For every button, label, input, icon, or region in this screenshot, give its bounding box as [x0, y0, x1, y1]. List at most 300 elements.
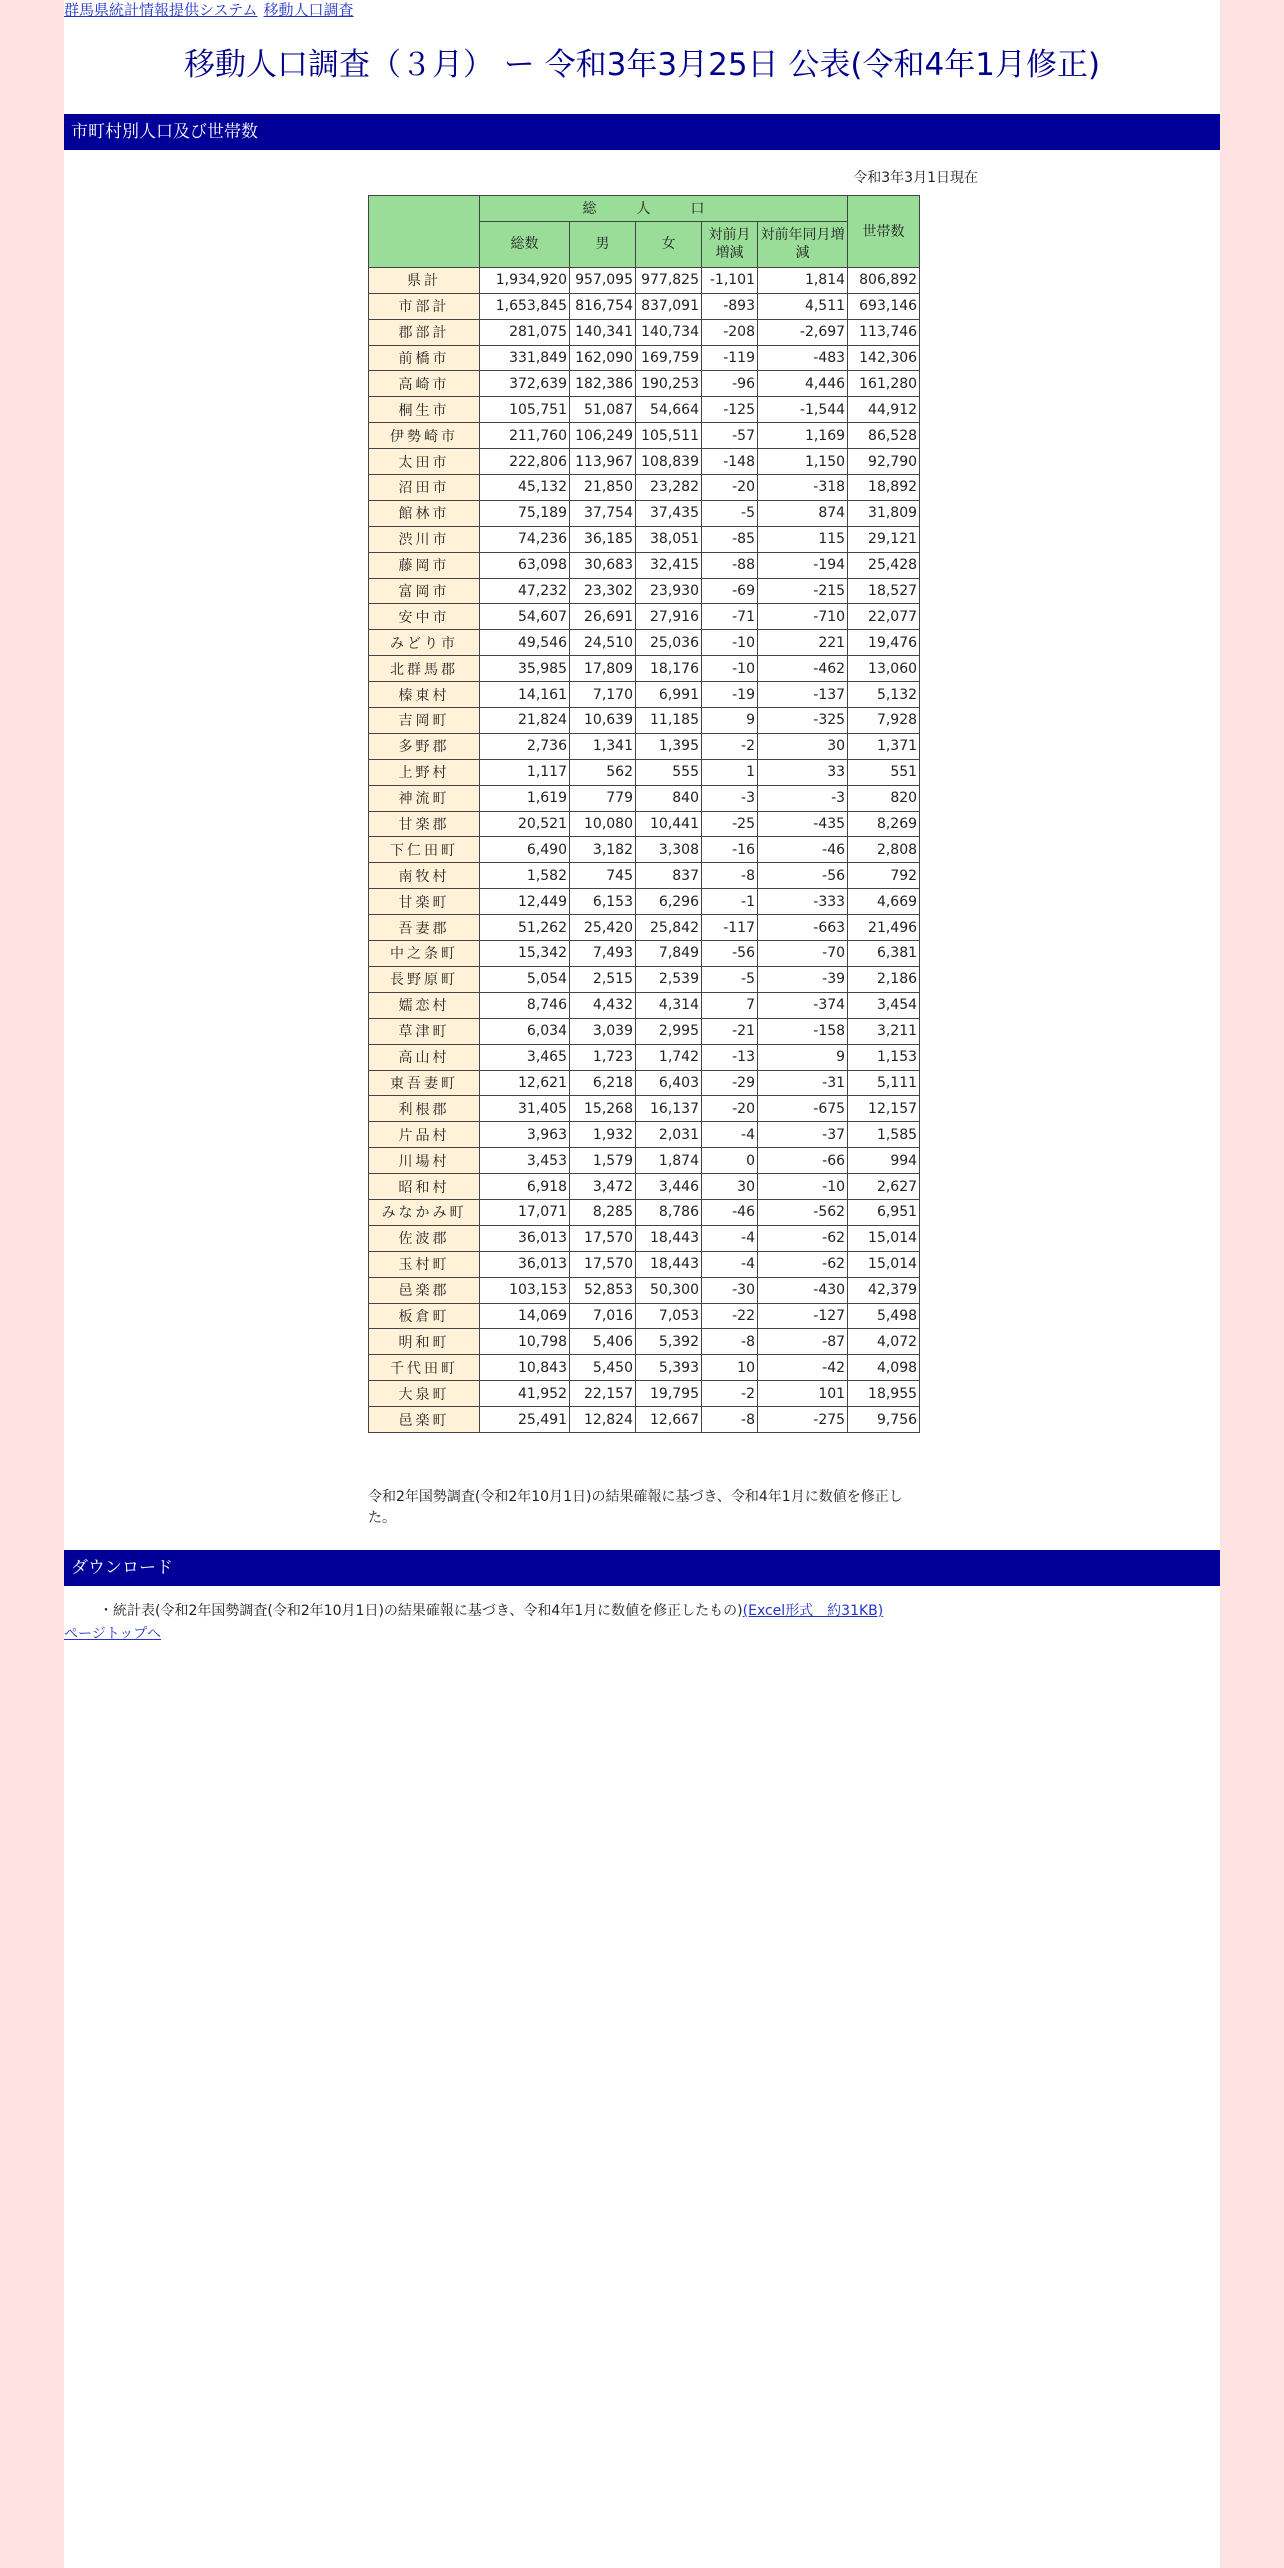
row-value: 18,892	[848, 475, 920, 501]
row-value: -96	[702, 371, 758, 397]
row-value: 21,850	[570, 475, 636, 501]
row-label: 川場村	[369, 1148, 480, 1174]
row-value: 7,053	[636, 1303, 702, 1329]
row-value: 11,185	[636, 708, 702, 734]
table-row	[369, 708, 920, 734]
row-value: 1,150	[758, 449, 848, 475]
row-value: 792	[848, 863, 920, 889]
row-label: 甘楽町	[369, 889, 480, 915]
row-value: 27,916	[636, 604, 702, 630]
header-male: 男	[570, 221, 636, 267]
row-value: 8,285	[570, 1199, 636, 1225]
row-value: 2,627	[848, 1174, 920, 1200]
row-value: 10,843	[480, 1355, 570, 1381]
row-value: 92,790	[848, 449, 920, 475]
row-value: 25,842	[636, 915, 702, 941]
row-value: 8,269	[848, 811, 920, 837]
row-value: 30	[758, 733, 848, 759]
row-value: 31,405	[480, 1096, 570, 1122]
row-value: 9	[702, 708, 758, 734]
breadcrumb-link-home[interactable]: 群馬県統計情報提供システム	[64, 1, 258, 19]
row-label: 市部計	[369, 293, 480, 319]
row-value: -1	[702, 889, 758, 915]
row-value: -20	[702, 475, 758, 501]
row-value: -125	[702, 397, 758, 423]
row-value: 5,054	[480, 966, 570, 992]
row-value: 17,809	[570, 656, 636, 682]
download-description: ・統計表(令和2年国勢調査(令和2年10月1日)の結果確報に基づき、令和4年1月に数値を修正したもの)	[99, 1603, 743, 1619]
row-value: -194	[758, 552, 848, 578]
row-value: -374	[758, 992, 848, 1018]
row-value: 29,121	[848, 526, 920, 552]
table-row	[369, 1148, 920, 1174]
row-value: 4,446	[758, 371, 848, 397]
row-value: 2,808	[848, 837, 920, 863]
table-row	[369, 1122, 920, 1148]
row-label: 高山村	[369, 1044, 480, 1070]
row-value: 16,137	[636, 1096, 702, 1122]
header-female: 女	[636, 221, 702, 267]
row-value: 837,091	[636, 293, 702, 319]
row-value: 14,161	[480, 682, 570, 708]
row-label: 南牧村	[369, 863, 480, 889]
table-row	[369, 630, 920, 656]
table-note: 令和2年国勢調査(令和2年10月1日)の結果確報に基づき、令和4年1月に数値を修正した。	[368, 1489, 903, 1526]
row-value: 837	[636, 863, 702, 889]
header-total: 総数	[480, 221, 570, 267]
row-value: 1,874	[636, 1148, 702, 1174]
row-value: 10	[702, 1355, 758, 1381]
row-value: 140,734	[636, 319, 702, 345]
row-value: -46	[758, 837, 848, 863]
row-label: 利根郡	[369, 1096, 480, 1122]
row-label: 邑楽郡	[369, 1277, 480, 1303]
row-value: 331,849	[480, 345, 570, 371]
row-value: 7,170	[570, 682, 636, 708]
row-label: 邑楽町	[369, 1407, 480, 1433]
table-row	[369, 1381, 920, 1407]
row-value: 372,639	[480, 371, 570, 397]
download-item	[99, 1601, 883, 1621]
row-label: みなかみ町	[369, 1199, 480, 1225]
row-value: -31	[758, 1070, 848, 1096]
row-value: 30	[702, 1174, 758, 1200]
table-row	[369, 1225, 920, 1251]
row-value: -66	[758, 1148, 848, 1174]
row-value: 54,664	[636, 397, 702, 423]
row-value: 52,853	[570, 1277, 636, 1303]
table-row	[369, 397, 920, 423]
row-value: 108,839	[636, 449, 702, 475]
row-value: 2,515	[570, 966, 636, 992]
table-row	[369, 759, 920, 785]
row-value: 3,453	[480, 1148, 570, 1174]
row-label: 吉岡町	[369, 708, 480, 734]
row-value: 1,169	[758, 423, 848, 449]
row-value: 957,095	[570, 267, 636, 293]
row-value: 51,087	[570, 397, 636, 423]
row-value: 37,435	[636, 500, 702, 526]
row-value: 140,341	[570, 319, 636, 345]
row-value: -5	[702, 966, 758, 992]
row-label: 桐生市	[369, 397, 480, 423]
page-title: 移動人口調査（３月） ー 令和3年3月25日 公表(令和4年1月修正)	[183, 47, 1101, 83]
row-value: 3,182	[570, 837, 636, 863]
row-value: 32,415	[636, 552, 702, 578]
row-value: 113,746	[848, 319, 920, 345]
row-value: 23,302	[570, 578, 636, 604]
table-row	[369, 656, 920, 682]
row-value: 1,934,920	[480, 267, 570, 293]
row-value: 6,991	[636, 682, 702, 708]
row-value: 3,472	[570, 1174, 636, 1200]
row-value: 106,249	[570, 423, 636, 449]
row-value: 23,930	[636, 578, 702, 604]
table-row	[369, 1174, 920, 1200]
row-value: 12,621	[480, 1070, 570, 1096]
row-label: 郡部計	[369, 319, 480, 345]
row-value: 38,051	[636, 526, 702, 552]
row-value: -710	[758, 604, 848, 630]
row-value: 840	[636, 785, 702, 811]
row-value: -333	[758, 889, 848, 915]
row-value: 779	[570, 785, 636, 811]
table-row	[369, 863, 920, 889]
row-value: 1,117	[480, 759, 570, 785]
table-row	[369, 1355, 920, 1381]
row-value: 2,186	[848, 966, 920, 992]
row-label: 玉村町	[369, 1251, 480, 1277]
row-value: 15,014	[848, 1225, 920, 1251]
row-value: -29	[702, 1070, 758, 1096]
row-value: 17,570	[570, 1251, 636, 1277]
row-value: 6,951	[848, 1199, 920, 1225]
table-row	[369, 889, 920, 915]
row-value: 4,098	[848, 1355, 920, 1381]
row-value: 14,069	[480, 1303, 570, 1329]
row-value: 7,849	[636, 941, 702, 967]
row-value: 745	[570, 863, 636, 889]
table-row	[369, 1199, 920, 1225]
row-value: 169,759	[636, 345, 702, 371]
row-value: 10,080	[570, 811, 636, 837]
table-row	[369, 992, 920, 1018]
row-value: 7	[702, 992, 758, 1018]
row-value: 22,077	[848, 604, 920, 630]
row-value: -70	[758, 941, 848, 967]
row-value: 3,963	[480, 1122, 570, 1148]
row-value: 5,392	[636, 1329, 702, 1355]
table-row	[369, 915, 920, 941]
row-value: 18,443	[636, 1251, 702, 1277]
row-value: 3,454	[848, 992, 920, 1018]
row-value: 37,754	[570, 500, 636, 526]
row-value: 6,218	[570, 1070, 636, 1096]
row-value: -430	[758, 1277, 848, 1303]
table-row	[369, 837, 920, 863]
table-row	[369, 682, 920, 708]
table-row	[369, 1251, 920, 1277]
row-value: 806,892	[848, 267, 920, 293]
row-value: -46	[702, 1199, 758, 1225]
row-label: 佐波郡	[369, 1225, 480, 1251]
row-value: 50,300	[636, 1277, 702, 1303]
row-value: 2,539	[636, 966, 702, 992]
row-value: -8	[702, 863, 758, 889]
row-value: 221	[758, 630, 848, 656]
row-value: 6,381	[848, 941, 920, 967]
row-value: 6,918	[480, 1174, 570, 1200]
row-value: 4,314	[636, 992, 702, 1018]
row-value: -71	[702, 604, 758, 630]
table-row	[369, 966, 920, 992]
page-top-link[interactable]: ページトップへ	[64, 1626, 162, 1642]
row-value: 222,806	[480, 449, 570, 475]
row-value: 44,912	[848, 397, 920, 423]
row-value: 25,491	[480, 1407, 570, 1433]
row-value: 15,014	[848, 1251, 920, 1277]
row-value: 17,570	[570, 1225, 636, 1251]
row-value: 551	[848, 759, 920, 785]
row-value: -1,544	[758, 397, 848, 423]
table-corner-header	[369, 196, 480, 268]
row-value: 1,341	[570, 733, 636, 759]
row-value: -37	[758, 1122, 848, 1148]
row-value: 1,582	[480, 863, 570, 889]
row-value: -4	[702, 1251, 758, 1277]
row-value: 6,490	[480, 837, 570, 863]
header-total-population: 総人口	[480, 196, 848, 222]
table-row	[369, 475, 920, 501]
row-value: 36,013	[480, 1225, 570, 1251]
row-value: 874	[758, 500, 848, 526]
row-value: -8	[702, 1329, 758, 1355]
row-label: 榛東村	[369, 682, 480, 708]
row-value: 19,476	[848, 630, 920, 656]
row-value: 21,496	[848, 915, 920, 941]
table-row	[369, 1070, 920, 1096]
row-value: 6,403	[636, 1070, 702, 1096]
row-value: 190,253	[636, 371, 702, 397]
row-value: 0	[702, 1148, 758, 1174]
row-value: -562	[758, 1199, 848, 1225]
row-value: 49,546	[480, 630, 570, 656]
row-value: 820	[848, 785, 920, 811]
table-body	[369, 267, 920, 1432]
row-value: 8,746	[480, 992, 570, 1018]
row-value: 23,282	[636, 475, 702, 501]
table-row	[369, 941, 920, 967]
row-value: -56	[702, 941, 758, 967]
row-value: 18,443	[636, 1225, 702, 1251]
row-value: -318	[758, 475, 848, 501]
row-label: 太田市	[369, 449, 480, 475]
row-value: 7,928	[848, 708, 920, 734]
row-label: みどり市	[369, 630, 480, 656]
row-value: -20	[702, 1096, 758, 1122]
row-value: 25,420	[570, 915, 636, 941]
row-value: -10	[702, 656, 758, 682]
row-value: 161,280	[848, 371, 920, 397]
row-label: 県計	[369, 267, 480, 293]
row-value: -137	[758, 682, 848, 708]
row-value: 10,798	[480, 1329, 570, 1355]
row-label: 草津町	[369, 1018, 480, 1044]
row-value: -4	[702, 1225, 758, 1251]
row-value: 3,039	[570, 1018, 636, 1044]
row-value: 18,527	[848, 578, 920, 604]
table-row	[369, 449, 920, 475]
row-value: 31,809	[848, 500, 920, 526]
table-row	[369, 1096, 920, 1122]
table-row	[369, 1277, 920, 1303]
header-yearly-change: 対前年同月増減	[758, 221, 848, 267]
row-value: 24,510	[570, 630, 636, 656]
table-row	[369, 345, 920, 371]
row-value: -30	[702, 1277, 758, 1303]
row-value: 7,016	[570, 1303, 636, 1329]
row-value: -275	[758, 1407, 848, 1433]
row-value: 5,132	[848, 682, 920, 708]
row-value: 3,211	[848, 1018, 920, 1044]
row-value: 42,379	[848, 1277, 920, 1303]
row-value: 35,985	[480, 656, 570, 682]
row-value: -85	[702, 526, 758, 552]
row-value: 21,824	[480, 708, 570, 734]
row-label: 長野原町	[369, 966, 480, 992]
row-value: 1,619	[480, 785, 570, 811]
row-value: 4,669	[848, 889, 920, 915]
row-value: 26,691	[570, 604, 636, 630]
row-value: 4,511	[758, 293, 848, 319]
page-top	[64, 1624, 161, 1644]
row-value: 9	[758, 1044, 848, 1070]
row-value: 54,607	[480, 604, 570, 630]
row-value: -88	[702, 552, 758, 578]
row-label: 高崎市	[369, 371, 480, 397]
row-value: 6,296	[636, 889, 702, 915]
row-value: -893	[702, 293, 758, 319]
row-value: 5,406	[570, 1329, 636, 1355]
row-value: 1,585	[848, 1122, 920, 1148]
row-value: 115	[758, 526, 848, 552]
row-label: 藤岡市	[369, 552, 480, 578]
table-row	[369, 604, 920, 630]
row-value: 555	[636, 759, 702, 785]
breadcrumb-link-survey[interactable]: 移動人口調査	[263, 1, 354, 19]
section-header-download: ダウンロード	[64, 1550, 1220, 1586]
row-value: -2	[702, 1381, 758, 1407]
row-value: 3,446	[636, 1174, 702, 1200]
row-value: -1,101	[702, 267, 758, 293]
row-value: 142,306	[848, 345, 920, 371]
table-row	[369, 500, 920, 526]
row-value: -3	[702, 785, 758, 811]
row-value: -2	[702, 733, 758, 759]
row-label: 前橋市	[369, 345, 480, 371]
row-value: 18,955	[848, 1381, 920, 1407]
row-value: 17,071	[480, 1199, 570, 1225]
row-value: 47,232	[480, 578, 570, 604]
row-label: 東吾妻町	[369, 1070, 480, 1096]
row-label: 大泉町	[369, 1381, 480, 1407]
row-label: 板倉町	[369, 1303, 480, 1329]
row-value: 75,189	[480, 500, 570, 526]
row-value: 10,639	[570, 708, 636, 734]
row-label: 中之条町	[369, 941, 480, 967]
table-row	[369, 319, 920, 345]
row-label: 多野郡	[369, 733, 480, 759]
table-row	[369, 1407, 920, 1433]
download-excel-link[interactable]: (Excel形式 約31KB)	[742, 1603, 884, 1619]
row-value: 30,683	[570, 552, 636, 578]
row-value: -325	[758, 708, 848, 734]
breadcrumb	[64, 0, 360, 20]
row-value: 1,579	[570, 1148, 636, 1174]
row-value: 5,393	[636, 1355, 702, 1381]
row-value: -119	[702, 345, 758, 371]
row-value: 25,428	[848, 552, 920, 578]
row-value: 562	[570, 759, 636, 785]
row-value: 994	[848, 1148, 920, 1174]
row-value: 45,132	[480, 475, 570, 501]
row-value: 36,013	[480, 1251, 570, 1277]
row-value: -2,697	[758, 319, 848, 345]
row-value: -148	[702, 449, 758, 475]
row-value: -215	[758, 578, 848, 604]
row-value: -16	[702, 837, 758, 863]
row-value: -208	[702, 319, 758, 345]
table-row	[369, 785, 920, 811]
row-value: -462	[758, 656, 848, 682]
row-value: -39	[758, 966, 848, 992]
row-value: -42	[758, 1355, 848, 1381]
row-value: -4	[702, 1122, 758, 1148]
row-label: 神流町	[369, 785, 480, 811]
row-label: 上野村	[369, 759, 480, 785]
row-label: 下仁田町	[369, 837, 480, 863]
row-value: -87	[758, 1329, 848, 1355]
row-value: 86,528	[848, 423, 920, 449]
row-value: 41,952	[480, 1381, 570, 1407]
row-label: 安中市	[369, 604, 480, 630]
row-value: 13,060	[848, 656, 920, 682]
row-value: -22	[702, 1303, 758, 1329]
row-label: 明和町	[369, 1329, 480, 1355]
row-label: 伊勢崎市	[369, 423, 480, 449]
row-value: 2,995	[636, 1018, 702, 1044]
page-content	[64, 0, 1220, 2568]
row-value: -5	[702, 500, 758, 526]
table-row	[369, 526, 920, 552]
table-row	[369, 578, 920, 604]
row-value: 63,098	[480, 552, 570, 578]
row-value: 2,031	[636, 1122, 702, 1148]
row-value: 18,176	[636, 656, 702, 682]
table-row	[369, 423, 920, 449]
row-value: 105,751	[480, 397, 570, 423]
row-value: -663	[758, 915, 848, 941]
row-value: 2,736	[480, 733, 570, 759]
row-value: -62	[758, 1251, 848, 1277]
row-value: 20,521	[480, 811, 570, 837]
row-value: 19,795	[636, 1381, 702, 1407]
row-value: 25,036	[636, 630, 702, 656]
row-value: -56	[758, 863, 848, 889]
row-value: 33	[758, 759, 848, 785]
row-value: -3	[758, 785, 848, 811]
row-value: 182,386	[570, 371, 636, 397]
